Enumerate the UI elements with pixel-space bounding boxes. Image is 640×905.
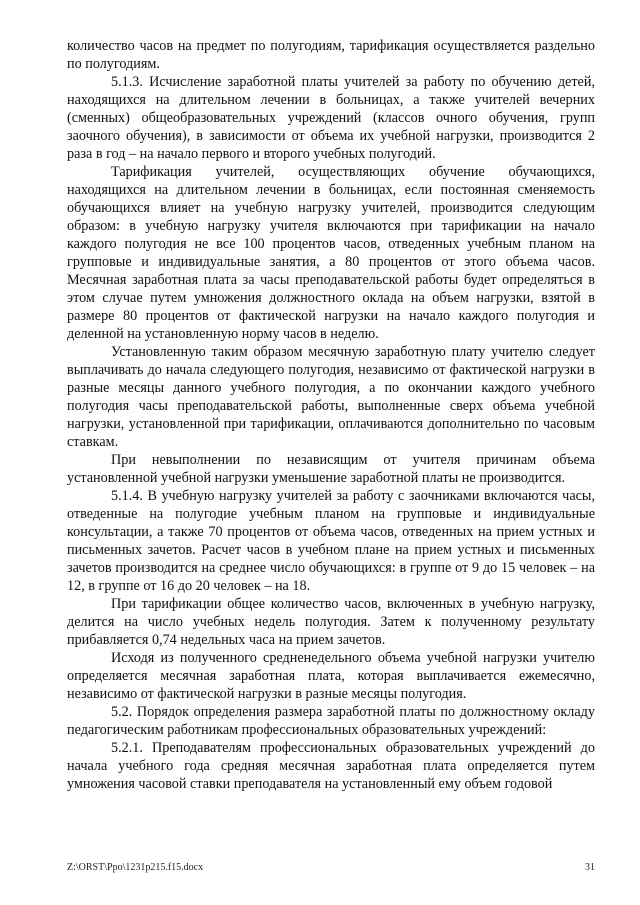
footer-file-path: Z:\ORST\Ppo\1231p215.f15.docx bbox=[67, 862, 204, 873]
document-body bbox=[67, 37, 595, 793]
paragraph: При невыполнении по независящим от учителя причинам объема установленной учебной нагрузки уменьшение заработной платы не производится. bbox=[67, 452, 595, 486]
paragraph: Исходя из полученного средненедельного объема учебной нагрузки учителю определяется месячная заработная плата, которая выплачивается ежемесячно, независимо от фактической нагрузки в разные месяцы полугодия. bbox=[67, 650, 595, 702]
paragraph: Установленную таким образом месячную заработную плату учителю следует выплачивать до начала следующего полугодия, независимо от фактической нагрузки в разные месяцы данного учебного полугодия, а по окончании каждого учебного полугодия часы преподавательской работы, выполненные сверх объема учебной нагрузки, установленной при тарификации, оплачиваются дополнительно по часовым ставкам. bbox=[67, 344, 595, 450]
paragraph: При тарификации общее количество часов, включенных в учебную нагрузку, делится на число учебных недель полугодия. Затем к полученному результату прибавляется 0,74 недельных часа на прием зачетов. bbox=[67, 596, 595, 648]
paragraph: количество часов на предмет по полугодиям, тарификация осуществляется раздельно по полугодиям. bbox=[67, 38, 595, 72]
paragraph: 5.2.1. Преподавателям профессиональных образовательных учреждений до начала учебного года средняя месячная заработная плата определяется путем умножения часовой ставки преподавателя на установленный ему объем годовой bbox=[67, 740, 595, 792]
paragraph: 5.1.4. В учебную нагрузку учителей за работу с заочниками включаются часы, отведенные на полугодие учебным планом на групповые и индивидуальные консультации, а также 70 процентов от объема часов, отведенных на прием устных и письменных зачетов. Расчет часов в учебном плане на прием устных и письменных зачетов производится на среднее число обучающихся: в группе от 9 до 15 человек – на 12, в группе от 16 до 20 человек – на 18. bbox=[67, 488, 595, 594]
paragraph: 5.1.3. Исчисление заработной платы учителей за работу по обучению детей, находящихся на длительном лечении в больницах, а также учителей вечерних (сменных) общеобразовательных учреждений (классов очного обучения, групп заочного обучения), в зависимости от объема их учебной нагрузки, производится 2 раза в год – на начало первого и второго учебных полугодий. bbox=[67, 74, 595, 162]
page-number: 31 bbox=[585, 862, 595, 873]
paragraph: Тарификация учителей, осуществляющих обучение обучающихся, находящихся на длительном лечении в больницах, если постоянная сменяемость обучающихся влияет на учебную нагрузку учителей, производится следующим образом: в учебную нагрузку учителя включаются при тарификации на начало каждого полугодия не все 100 процентов часов, отведенных учебным планом на групповые и индивидуальные занятия, а 80 процентов от этого объема часов. Месячная заработная плата за часы преподавательской работы будет определяться в этом случае путем умножения должностного оклада на объем нагрузки, взятой в размере 80 процентов от фактической нагрузки на начало каждого полугодия и деленной на установленную норму часов в неделю. bbox=[67, 164, 595, 342]
paragraph: 5.2. Порядок определения размера заработной платы по должностному окладу педагогическим работникам профессиональных образовательных учреждений: bbox=[67, 704, 595, 738]
